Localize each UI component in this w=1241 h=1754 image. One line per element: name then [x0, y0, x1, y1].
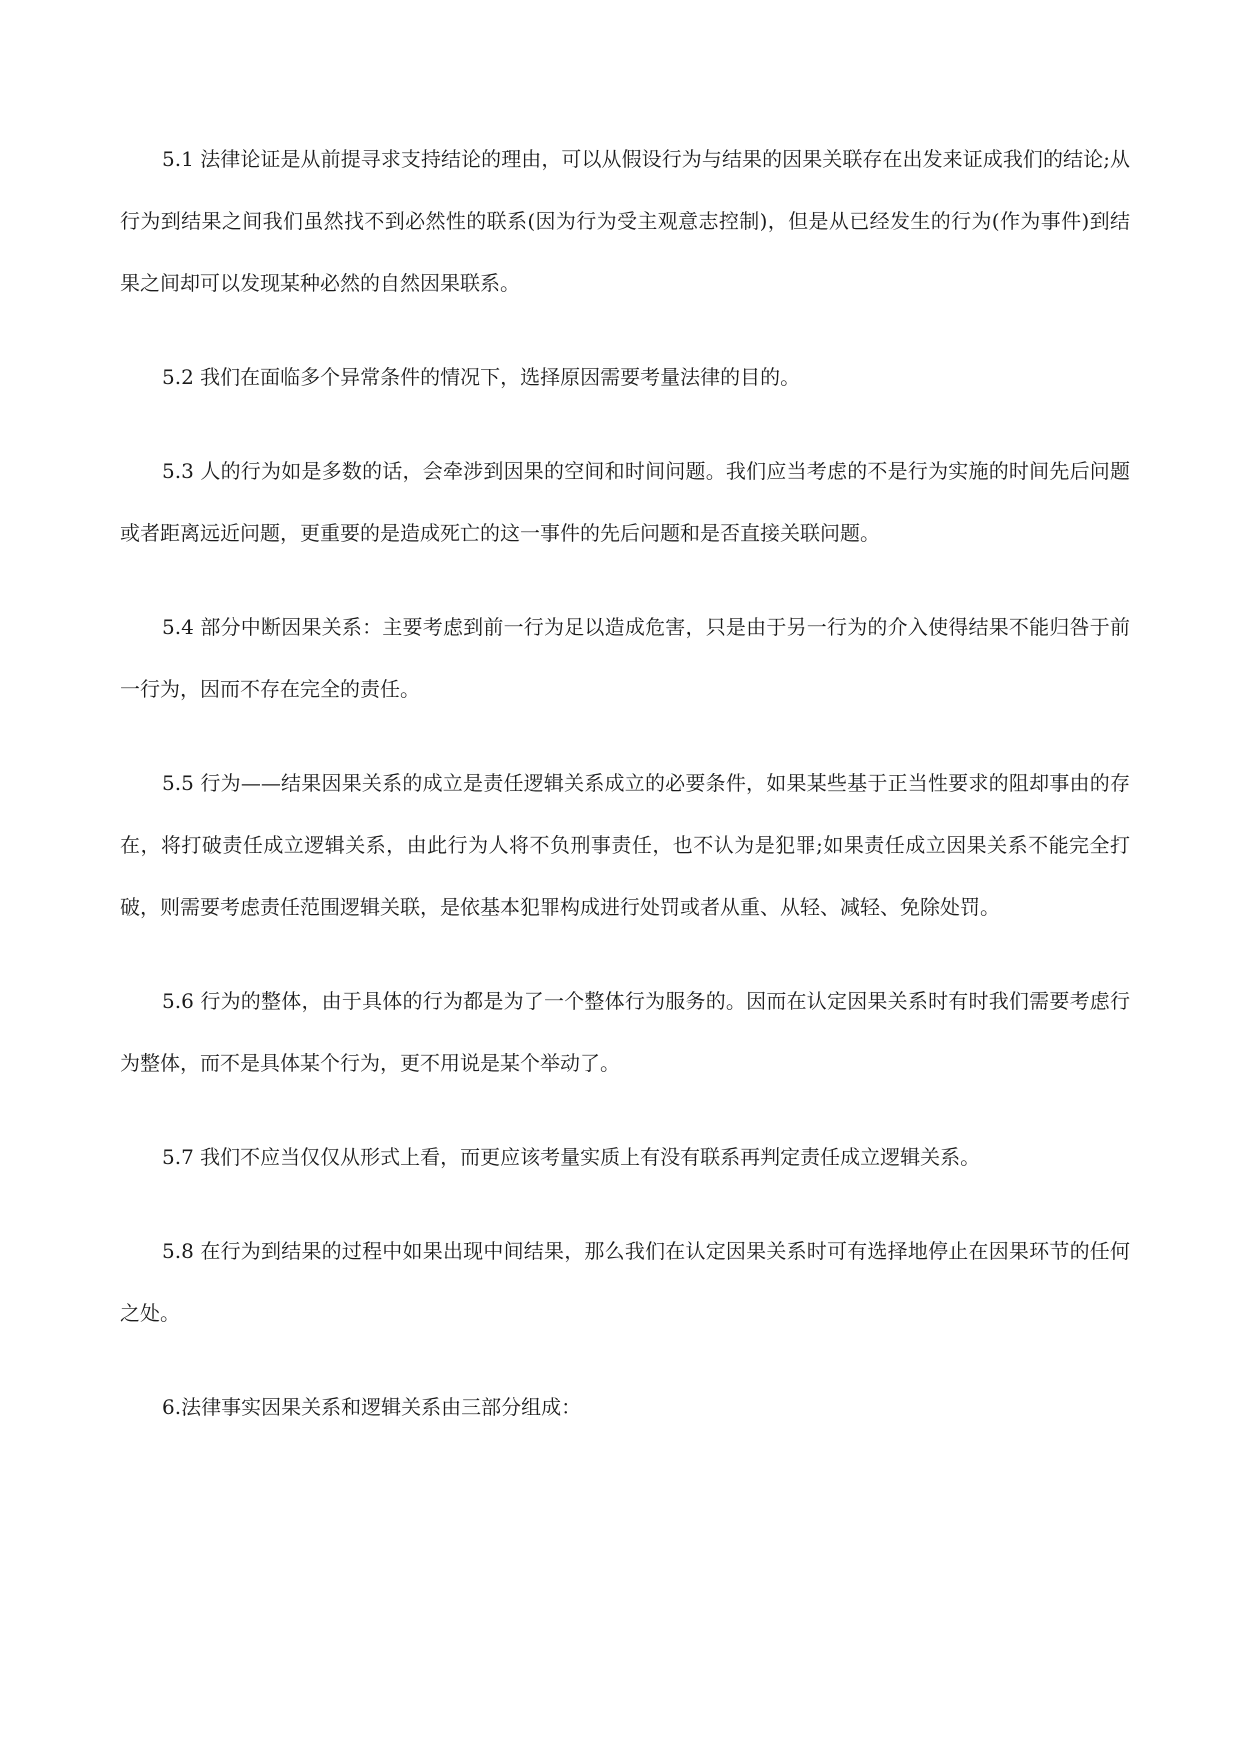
paragraph-5-3: 5.3 人的行为如是多数的话，会牵涉到因果的空间和时间问题。我们应当考虑的不是行为实施的时间先后问题或者距离远近问题，更重要的是造成死亡的这一事件的先后问题和是否直接关联问题。 [120, 459, 1130, 545]
paragraph-5-6: 5.6 行为的整体，由于具体的行为都是为了一个整体行为服务的。因而在认定因果关系时有时我们需要考虑行为整体，而不是具体某个行为，更不用说是某个举动了。 [120, 989, 1130, 1075]
paragraph-5-4: 5.4 部分中断因果关系：主要考虑到前一行为足以造成危害，只是由于另一行为的介入使得结果不能归咎于前一行为，因而不存在完全的责任。 [120, 615, 1130, 701]
paragraph-5-2: 5.2 我们在面临多个异常条件的情况下，选择原因需要考量法律的目的。 [162, 365, 801, 389]
document-body [120, 128, 1130, 1438]
paragraph-5-5: 5.5 行为——结果因果关系的成立是责任逻辑关系成立的必要条件，如果某些基于正当性要求的阻却事由的存在，将打破责任成立逻辑关系，由此行为人将不负刑事责任，也不认为是犯罪;如果责任成立因果关系不能完全打破，则需要考虑责任范围逻辑关联，是依基本犯罪构成进行处罚或者从重、从轻、减轻、免除处罚。 [120, 771, 1130, 919]
paragraph-6: 6.法律事实因果关系和逻辑关系由三部分组成： [162, 1395, 582, 1419]
paragraph-5-8: 5.8 在行为到结果的过程中如果出现中间结果，那么我们在认定因果关系时可有选择地停止在因果环节的任何之处。 [120, 1239, 1130, 1325]
paragraph-5-1: 5.1 法律论证是从前提寻求支持结论的理由，可以从假设行为与结果的因果关联存在出发来证成我们的结论;从行为到结果之间我们虽然找不到必然性的联系(因为行为受主观意志控制)，但是从已经发生的行为(作为事件)到结果之间却可以发现某种必然的自然因果联系。 [120, 147, 1130, 295]
paragraph-5-7: 5.7 我们不应当仅仅从形式上看，而更应该考量实质上有没有联系再判定责任成立逻辑关系。 [162, 1145, 981, 1169]
